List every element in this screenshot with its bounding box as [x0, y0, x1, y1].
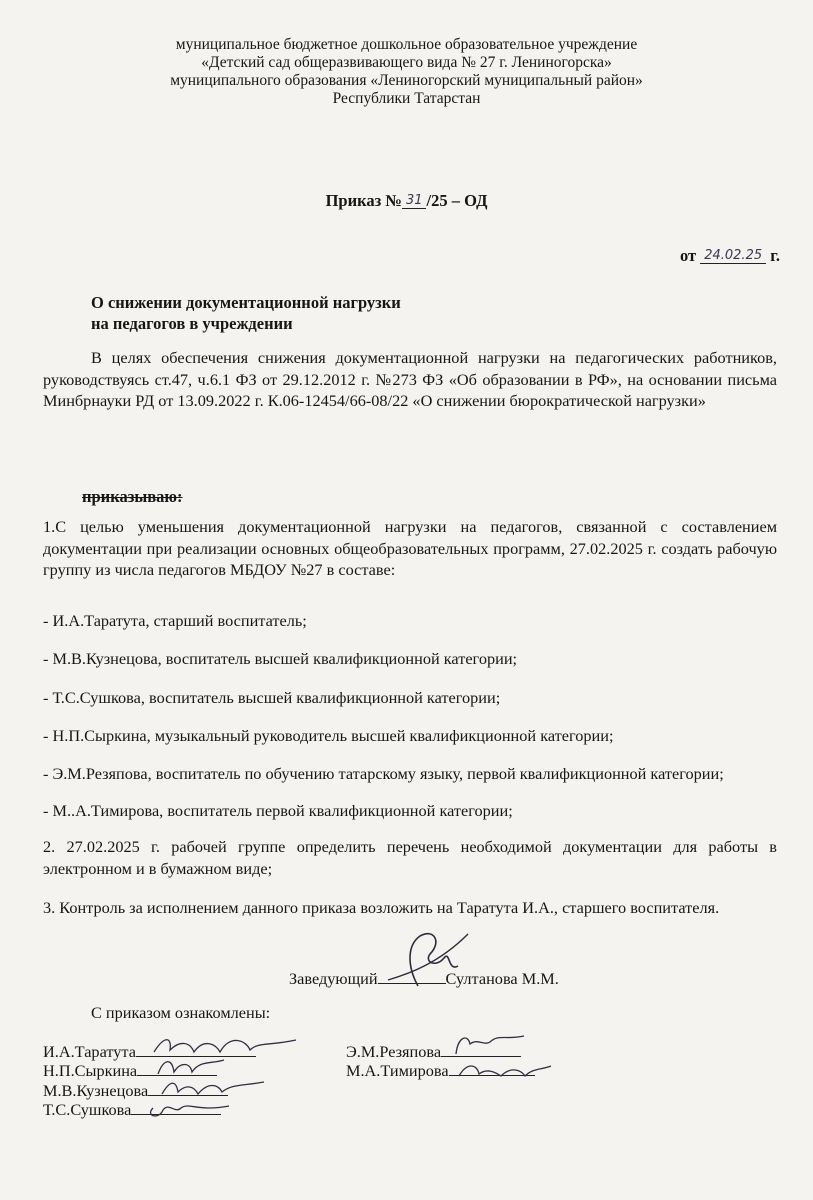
- member-line: - И.А.Таратута, старший воспитатель;: [43, 611, 307, 630]
- date-handwritten: 24.02.25: [700, 248, 766, 264]
- subject-line-1: О снижении документационной нагрузки: [91, 293, 401, 312]
- acquainted-name: М.В.Кузнецова: [43, 1081, 149, 1100]
- subject-line-2: на педагогов в учреждении: [91, 314, 293, 333]
- order-suffix: /25 – ОД: [426, 191, 488, 210]
- signature-blank: [441, 1042, 521, 1057]
- acquainted-name: Э.М.Резяпова: [346, 1042, 442, 1061]
- command-word: приказываю:: [82, 487, 183, 506]
- point-3-paragraph: 3. Контроль за исполнением данного приказа возложить на Таратута И.А., старшего воспитателя.: [43, 898, 720, 917]
- acquainted-row: [43, 1100, 221, 1120]
- acquainted-name: Н.П.Сыркина: [43, 1061, 138, 1080]
- acquainted-name: И.А.Таратута: [43, 1042, 136, 1061]
- point-2-paragraph: 2. 27.02.2025 г. рабочей группе определить перечень необходимой документации для работы в электронном и в бумажном виде;: [43, 837, 777, 878]
- preamble-paragraph: В целях обеспечения снижения документационной нагрузки на педагогических работников, руководствуясь ст.47, ч.6.1 ФЗ от 29.12.2012 г. №273 ФЗ «Об образовании в РФ», на основании письма Минбрнауки РД от 13.09.2022 г. К.06-12454/66-08/22 «О снижении бюрократической нагрузки»: [43, 348, 777, 410]
- acquainted-name: Т.С.Сушкова: [43, 1100, 132, 1119]
- order-number-handwritten: 31: [402, 193, 427, 209]
- acquainted-row: [43, 1042, 256, 1062]
- acquainted-row: [346, 1042, 521, 1062]
- order-prefix: Приказ №: [325, 191, 402, 210]
- order-title: [0, 191, 813, 211]
- acquainted-row: [43, 1081, 228, 1101]
- acquainted-label: С приказом ознакомлены:: [91, 1003, 271, 1022]
- acquainted-row: [346, 1061, 535, 1081]
- member-line: - Т.С.Сушкова, воспитатель высшей квалификционной категории;: [43, 688, 501, 707]
- head-signature-blank: [378, 969, 446, 984]
- member-line: - Н.П.Сыркина, музыкальный руководитель высшей квалификционной категории;: [43, 726, 614, 745]
- date-prefix: от: [679, 246, 697, 265]
- header-line-2: «Детский сад общеразвивающего вида № 27 г. Лениногорска»: [201, 54, 612, 71]
- signature-blank: [137, 1061, 217, 1076]
- header-line-1: муниципальное бюджетное дошкольное образовательное учреждение: [175, 36, 638, 53]
- acquainted-row: [43, 1061, 217, 1081]
- header-line-3: муниципального образования «Лениногорский муниципальный район»: [170, 72, 643, 89]
- member-line: - М..А.Тимирова, воспитатель первой квалификционной категории;: [43, 801, 513, 820]
- order-subject: [91, 292, 401, 334]
- institution-header: [0, 36, 813, 108]
- signature-blank: [148, 1081, 228, 1096]
- head-name: Султанова М.М.: [445, 969, 559, 988]
- date-suffix: г.: [770, 246, 780, 265]
- signature-blank: [136, 1042, 256, 1057]
- member-line: - М.В.Кузнецова, воспитатель высшей квалификционной категории;: [43, 649, 518, 668]
- head-signature-line: [289, 969, 559, 989]
- acquainted-name: М.А.Тимирова: [346, 1061, 449, 1080]
- signature-blank: [131, 1100, 221, 1115]
- head-title: Заведующий: [289, 969, 378, 988]
- member-line: - Э.М.Резяпова, воспитатель по обучению татарскому языку, первой квалификционной категории;: [43, 764, 724, 783]
- header-line-4: Республики Татарстан: [332, 90, 481, 107]
- order-date: [680, 246, 780, 266]
- signature-blank: [449, 1061, 535, 1076]
- point-1-paragraph: 1.С целью уменьшения документационной нагрузки на педагогов, связанной с составлением документации при реализации основных общеобразовательных программ, 27.02.2025 г. создать рабочую группу из числа педагогов МБДОУ №27 в составе:: [43, 517, 777, 579]
